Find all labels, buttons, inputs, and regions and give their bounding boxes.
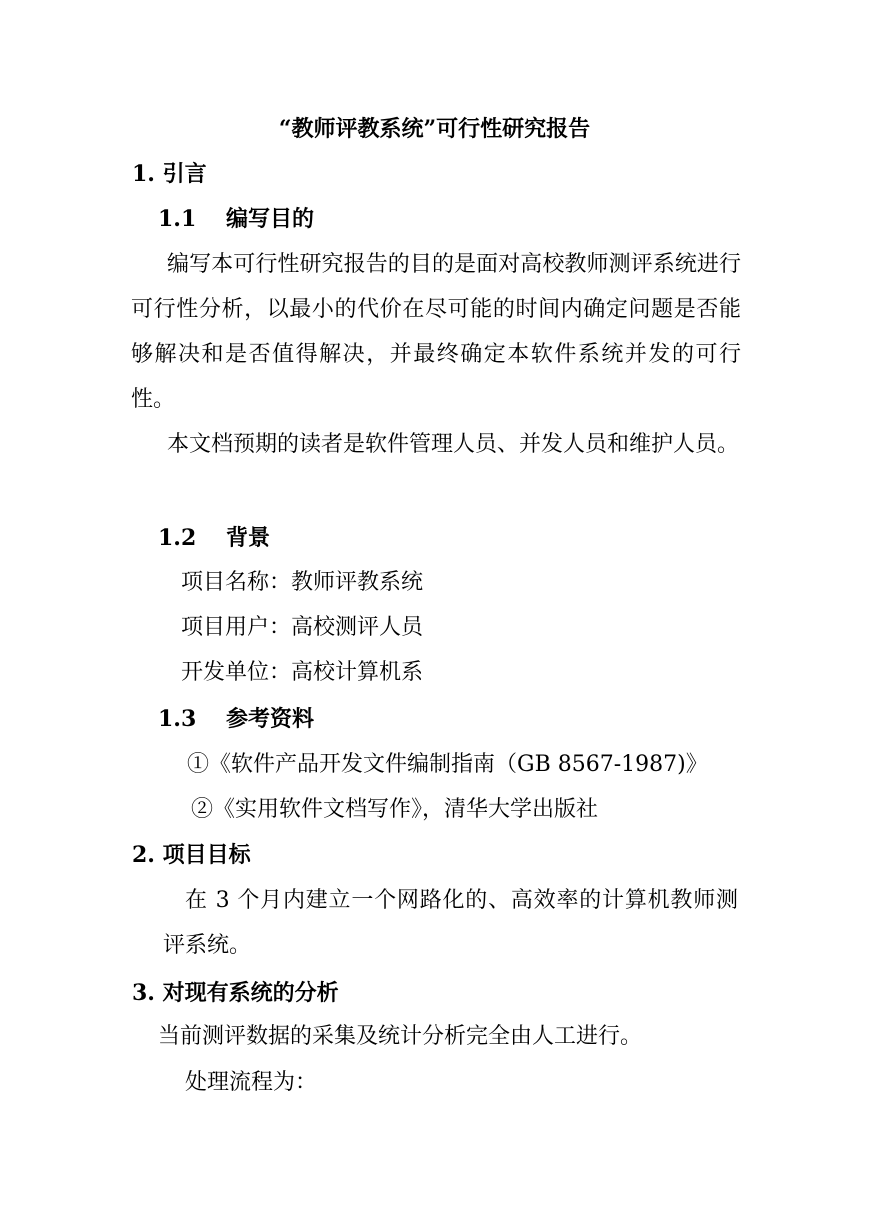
section-title: 参考资料 xyxy=(226,706,315,732)
section-number: 1.3 xyxy=(158,706,197,732)
reference-item-1: ①《软件产品开发文件编制指南（GB 8567-1987)》 xyxy=(187,752,708,777)
section-2-heading: 2. 项目目标 xyxy=(132,842,251,868)
purpose-paragraph: 编写本可行性研究报告的目的是面对高校教师测评系统进行可行性分析，以最小的代价在尽可能的时间内确定问题是否能够解决和是否值得解决，并最终确定本软件系统并发的可行性。 xyxy=(131,252,741,412)
section-number: 1.2 xyxy=(158,525,197,551)
section-number: 1.1 xyxy=(158,206,197,232)
document-title: “教师评教系统”可行性研究报告 xyxy=(278,116,591,142)
section-3-heading: 3. 对现有系统的分析 xyxy=(132,980,339,1006)
section-1-1-heading xyxy=(158,204,314,234)
project-user: 项目用户：高校测评人员 xyxy=(181,615,424,640)
section-title: 背景 xyxy=(226,525,271,551)
section-title: 编写目的 xyxy=(226,206,315,232)
section-1-2-heading xyxy=(158,523,270,553)
process-flow-label: 处理流程为： xyxy=(185,1070,318,1095)
project-name: 项目名称：教师评教系统 xyxy=(181,570,424,595)
section-1-3-heading xyxy=(158,704,314,734)
project-goal-paragraph: 在 3 个月内建立一个网路化的、高效率的计算机教师测评系统。 xyxy=(163,888,738,958)
readers-paragraph: 本文档预期的读者是软件管理人员、并发人员和维护人员。 xyxy=(167,432,740,457)
reference-item-2: ②《实用软件文档写作》，清华大学出版社 xyxy=(191,797,599,822)
section-1-heading: 1. 引言 xyxy=(132,161,207,187)
current-system-paragraph: 当前测评数据的采集及统计分析完全由人工进行。 xyxy=(158,1024,643,1049)
developer-unit: 开发单位：高校计算机系 xyxy=(181,660,424,685)
